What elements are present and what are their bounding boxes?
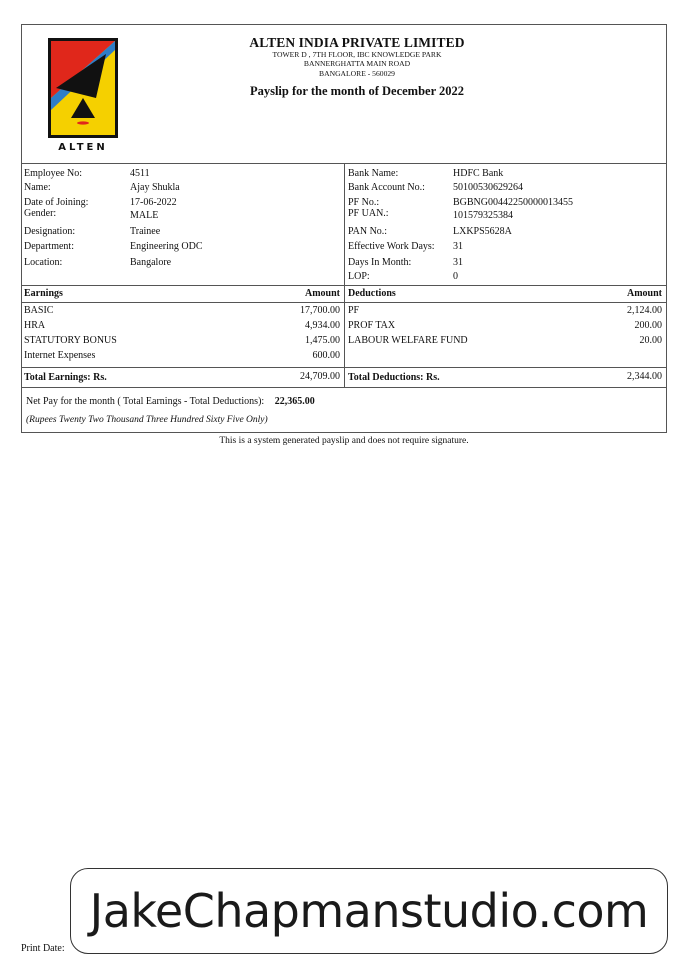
bank-name-label: Bank Name: <box>348 168 399 179</box>
earning-amount: 4,934.00 <box>305 320 340 331</box>
designation-label: Designation: <box>24 226 76 237</box>
lop-value: 0 <box>453 271 458 282</box>
name-value: Ajay Shukla <box>130 182 180 193</box>
name-label: Name: <box>24 182 51 193</box>
designation-value: Trainee <box>130 226 161 237</box>
deductions-header: Deductions <box>348 288 396 299</box>
location-label: Location: <box>24 257 63 268</box>
column-divider <box>344 163 345 285</box>
date-of-joining-label: Date of Joining: <box>24 197 89 208</box>
logo-text: ALTEN <box>58 142 108 153</box>
company-block <box>212 35 502 99</box>
earnings-header: Earnings <box>24 288 63 299</box>
pf-uan-label: PF UAN.: <box>348 208 389 219</box>
total-deductions-value: 2,344.00 <box>627 371 662 382</box>
system-generated-note: This is a system generated payslip and does not require signature. <box>219 436 469 446</box>
deduction-amount: 2,124.00 <box>627 305 662 316</box>
earning-name: BASIC <box>24 305 54 316</box>
watermark-text: JakeChapmanstudio.com <box>89 884 649 938</box>
address-line: TOWER D , 7TH FLOOR, IBC KNOWLEDGE PARK <box>272 50 442 59</box>
payslip <box>21 24 667 433</box>
deduction-name: PROF TAX <box>348 320 396 331</box>
pf-uan-value: 101579325384 <box>453 210 513 221</box>
pf-no-label: PF No.: <box>348 197 380 208</box>
employee-no-value: 4511 <box>130 168 150 179</box>
earning-amount: 1,475.00 <box>305 335 340 346</box>
gender-label: Gender: <box>24 208 57 219</box>
earning-name: Internet Expenses <box>24 350 96 361</box>
company-name: ALTEN INDIA PRIVATE LIMITED <box>249 35 465 50</box>
watermark-banner <box>70 868 668 954</box>
pan-no-label: PAN No.: <box>348 226 388 237</box>
total-deductions-label: Total Deductions: Rs. <box>348 372 440 383</box>
deduction-name: LABOUR WELFARE FUND <box>348 335 468 346</box>
bank-account-label: Bank Account No.: <box>348 182 425 193</box>
pan-no-value: LXKPS5628A <box>453 226 512 237</box>
total-earnings-value: 24,709.00 <box>300 371 340 382</box>
department-value: Engineering ODC <box>130 241 203 252</box>
days-in-month-label: Days In Month: <box>348 257 412 268</box>
department-label: Department: <box>24 241 74 252</box>
table-total-divider <box>22 367 666 368</box>
print-date-label: Print Date: <box>21 943 65 954</box>
deductions-amount-header: Amount <box>626 288 662 299</box>
effective-work-days-label: Effective Work Days: <box>348 241 435 252</box>
total-earnings-label: Total Earnings: Rs. <box>24 372 107 383</box>
net-pay-line <box>26 396 315 407</box>
earning-amount: 600.00 <box>312 350 340 361</box>
pf-no-value: BGBNG00442250000013455 <box>453 197 574 208</box>
address-line: BANGALORE - 560029 <box>319 68 395 78</box>
earning-name: STATUTORY BONUS <box>24 335 117 346</box>
net-pay-amount: 22,365.00 <box>274 396 315 407</box>
earning-name: HRA <box>24 320 46 331</box>
location-value: Bangalore <box>130 257 172 268</box>
address-line: BANNERGHATTA MAIN ROAD <box>303 59 411 69</box>
deduction-name: PF <box>348 305 360 316</box>
deduction-amount: 20.00 <box>639 335 662 346</box>
days-in-month-value: 31 <box>453 257 463 268</box>
deduction-amount: 200.00 <box>634 320 662 331</box>
column-divider <box>344 285 345 387</box>
employee-details <box>22 163 666 286</box>
alten-logo <box>48 38 118 153</box>
bank-account-value: 50100530629264 <box>453 182 523 193</box>
bank-name-value: HDFC Bank <box>453 168 504 179</box>
earnings-amount-header: Amount <box>304 288 340 299</box>
earnings-deductions-table <box>22 285 666 388</box>
gender-value: MALE <box>130 210 159 221</box>
net-pay-in-words: (Rupees Twenty Two Thousand Three Hundred Sixty Five Only) <box>26 415 268 425</box>
lop-label: LOP: <box>348 271 370 282</box>
net-pay-label: Net Pay for the month ( Total Earnings - Total Deductions): <box>26 396 265 407</box>
table-header-divider <box>22 302 666 303</box>
payslip-title: Payslip for the month of December 2022 <box>249 84 465 99</box>
payslip-header <box>22 25 666 164</box>
earning-amount: 17,700.00 <box>300 305 340 316</box>
net-pay-section <box>22 387 666 432</box>
effective-work-days-value: 31 <box>453 241 463 252</box>
employee-no-label: Employee No: <box>24 168 83 179</box>
date-of-joining-value: 17-06-2022 <box>130 197 177 208</box>
